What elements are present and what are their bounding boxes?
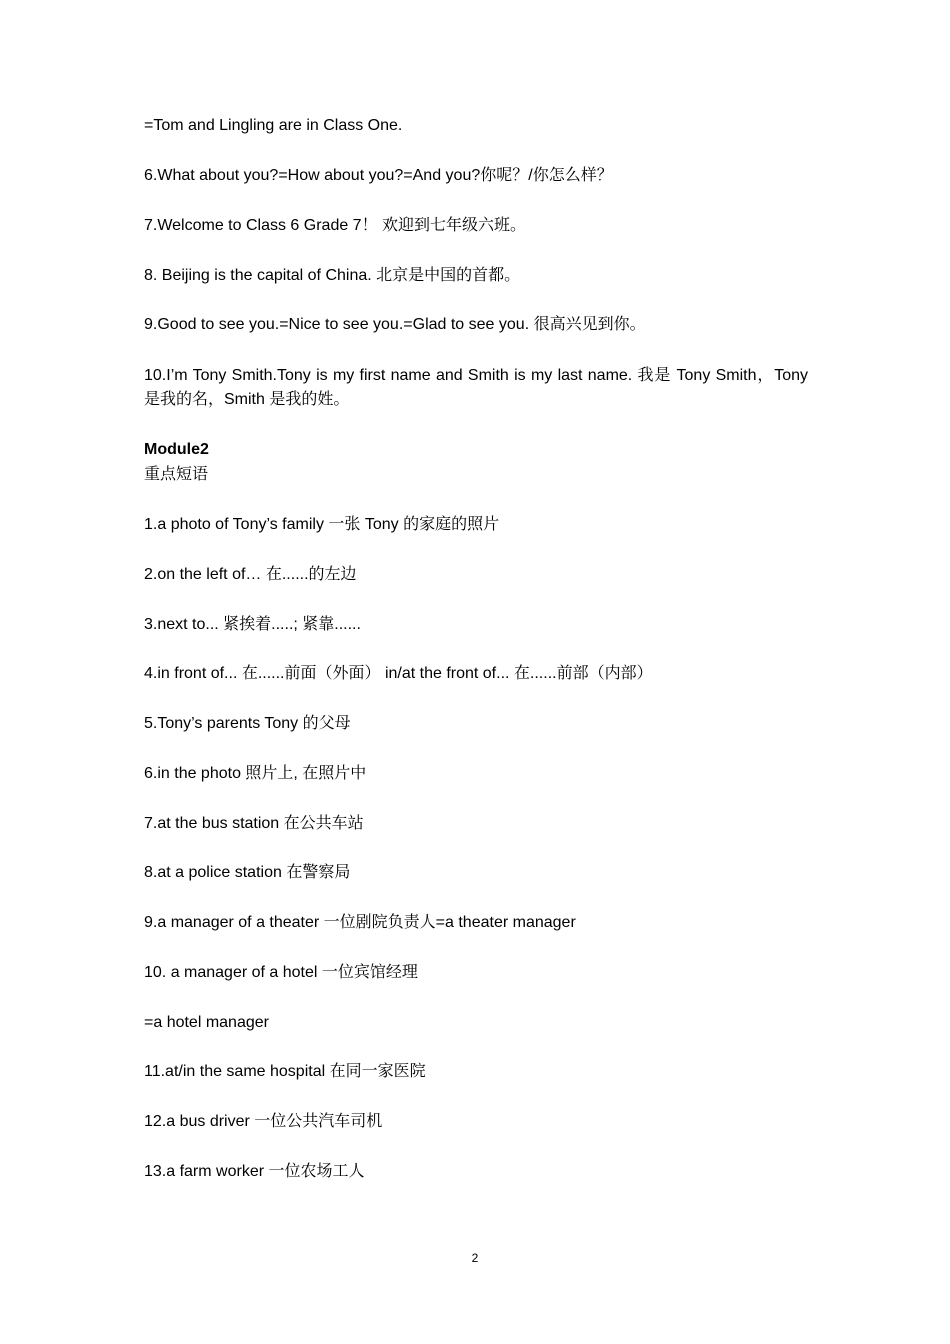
phrase-item: 13.a farm worker 一位农场工人 [144,1163,365,1180]
phrase-item: 8.at a police station 在警察局 [144,864,351,881]
page-number: 2 [471,1251,479,1265]
phrase-item: =a hotel manager [144,1014,269,1031]
phrase-item: 1.a photo of Tony’s family 一张 Tony 的家庭的照片 [144,516,500,533]
module-heading: Module2 [144,441,209,458]
sentence-7: 7.Welcome to Class 6 Grade 7！ 欢迎到七年级六班。 [144,217,527,234]
phrase-item: 2.on the left of… 在......的左边 [144,566,357,583]
phrase-item: 4.in front of... 在......前面（外面） in/at the front of... 在......前部（内部） [144,665,653,682]
sentence-10: 10.I’m Tony Smith.Tony is my first name and Smith is my last name. 我是 Tony Smith，Tony 是我的名，Smith 是我的姓。 [144,367,808,408]
phrase-item: 5.Tony’s parents Tony 的父母 [144,715,351,732]
sentence-6: 6.What about you?=How about you?=And you?你呢？/你怎么样？ [144,167,613,184]
phrase-item: 9.a manager of a theater 一位剧院负责人=a theater manager [144,914,576,931]
sentence-5-continued: =Tom and Lingling are in Class One. [144,117,403,134]
phrase-item: 6.in the photo 照片上, 在照片中 [144,765,367,782]
phrase-item: 12.a bus driver 一位公共汽车司机 [144,1113,383,1130]
phrase-item: 3.next to... 紧挨着.....; 紧靠...... [144,616,361,633]
sentence-8: 8. Beijing is the capital of China. 北京是中国的首都。 [144,267,521,284]
sentence-9: 9.Good to see you.=Nice to see you.=Glad to see you. 很高兴见到你。 [144,316,646,333]
phrase-item: 10. a manager of a hotel 一位宾馆经理 [144,964,418,981]
phrase-item: 7.at the bus station 在公共车站 [144,815,364,832]
phrase-item: 11.at/in the same hospital 在同一家医院 [144,1063,426,1080]
section-subheading: 重点短语 [144,466,209,483]
